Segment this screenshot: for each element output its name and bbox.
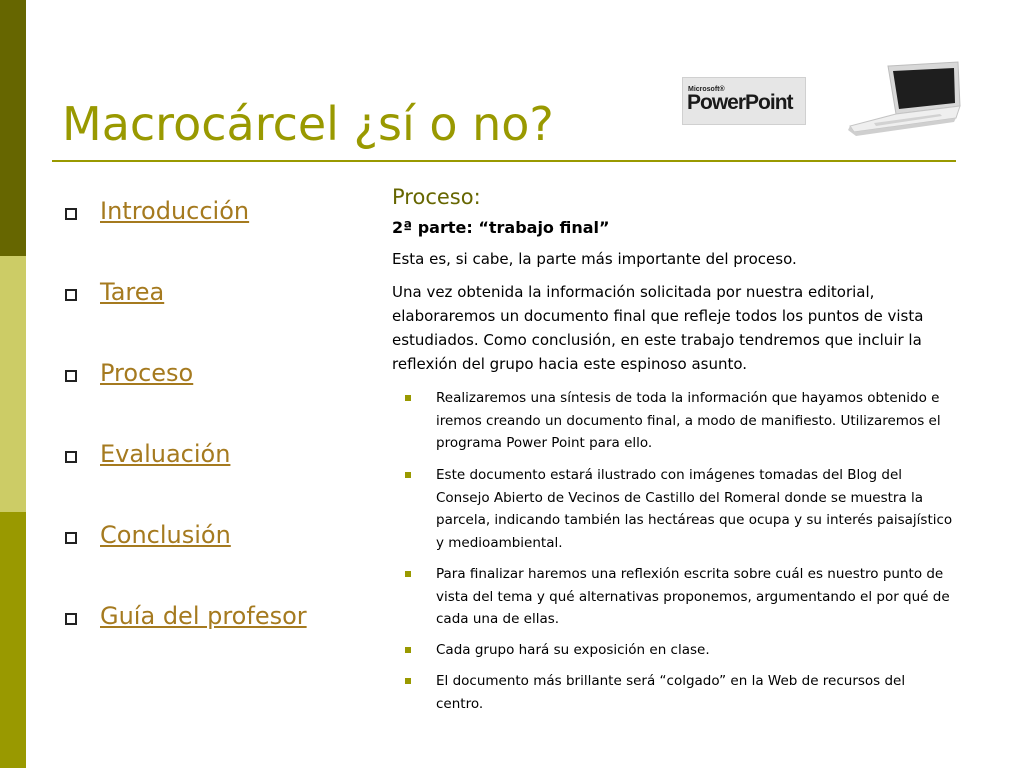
hollow-square-bullet-icon: [65, 451, 77, 463]
section-heading: Proceso:: [392, 185, 481, 209]
left-accent-bar: [0, 0, 26, 768]
intro-paragraph: Esta es, si cabe, la parte más importante del proceso.: [392, 250, 797, 268]
square-bullet-icon: [405, 395, 411, 401]
accent-bar-dark-segment: [0, 0, 26, 256]
hollow-square-bullet-icon: [65, 532, 77, 544]
section-subheading: 2ª parte: “trabajo final”: [392, 218, 610, 237]
square-bullet-icon: [405, 678, 411, 684]
square-bullet-icon: [405, 571, 411, 577]
body-paragraph: Una vez obtenida la información solicitada por nuestra editorial, elaboraremos un documento final que refleje todos los puntos de vista estudiados. Como conclusión, en este trabajo tendremos que incluir la reflexión del grupo hacia este espinoso asunto.: [392, 283, 924, 373]
hollow-square-bullet-icon: [65, 613, 77, 625]
hollow-square-bullet-icon: [65, 289, 77, 301]
accent-bar-light-segment: [0, 256, 26, 512]
list-item-text: Realizaremos una síntesis de toda la información que hayamos obtenido e iremos creando un documento final, a modo de manifiesto. Utilizaremos el programa Power Point para ello.: [436, 390, 941, 451]
square-bullet-icon: [405, 647, 411, 653]
microsoft-wordmark: Microsoft®: [688, 86, 725, 93]
title-divider: [52, 160, 956, 162]
list-item-text: Cada grupo hará su exposición en clase.: [436, 642, 710, 658]
hollow-square-bullet-icon: [65, 370, 77, 382]
accent-bar-olive-segment: [0, 512, 26, 768]
list-item-text: Para finalizar haremos una reflexión escrita sobre cuál es nuestro punto de vista del tema y qué alternativas proponemos, argumentando el por qué de cada una de ellas.: [436, 566, 950, 627]
nav-link-tarea[interactable]: Tarea: [100, 278, 165, 306]
nav-link-conclusion[interactable]: Conclusión: [100, 521, 231, 549]
hollow-square-bullet-icon: [65, 208, 77, 220]
list-item-text: Este documento estará ilustrado con imágenes tomadas del Blog del Consejo Abierto de Vecinos de Castillo del Romeral donde se muestra la parcela, indicando también las hectáreas que ocupa y su interés paisajístico y medioambiental.: [436, 467, 953, 551]
slide-title: Macrocárcel ¿sí o no?: [62, 97, 554, 151]
nav-link-introduccion[interactable]: Introducción: [100, 197, 250, 225]
nav-link-guia-del-profesor[interactable]: Guía del profesor: [100, 602, 307, 630]
powerpoint-wordmark: PowerPoint: [687, 91, 793, 114]
powerpoint-logo: [682, 77, 806, 125]
list-item-text: El documento más brillante será “colgado” en la Web de recursos del centro.: [436, 673, 906, 712]
nav-link-proceso[interactable]: Proceso: [100, 359, 194, 387]
nav-link-evaluacion[interactable]: Evaluación: [100, 440, 231, 468]
laptop-icon: [844, 60, 964, 138]
square-bullet-icon: [405, 472, 411, 478]
